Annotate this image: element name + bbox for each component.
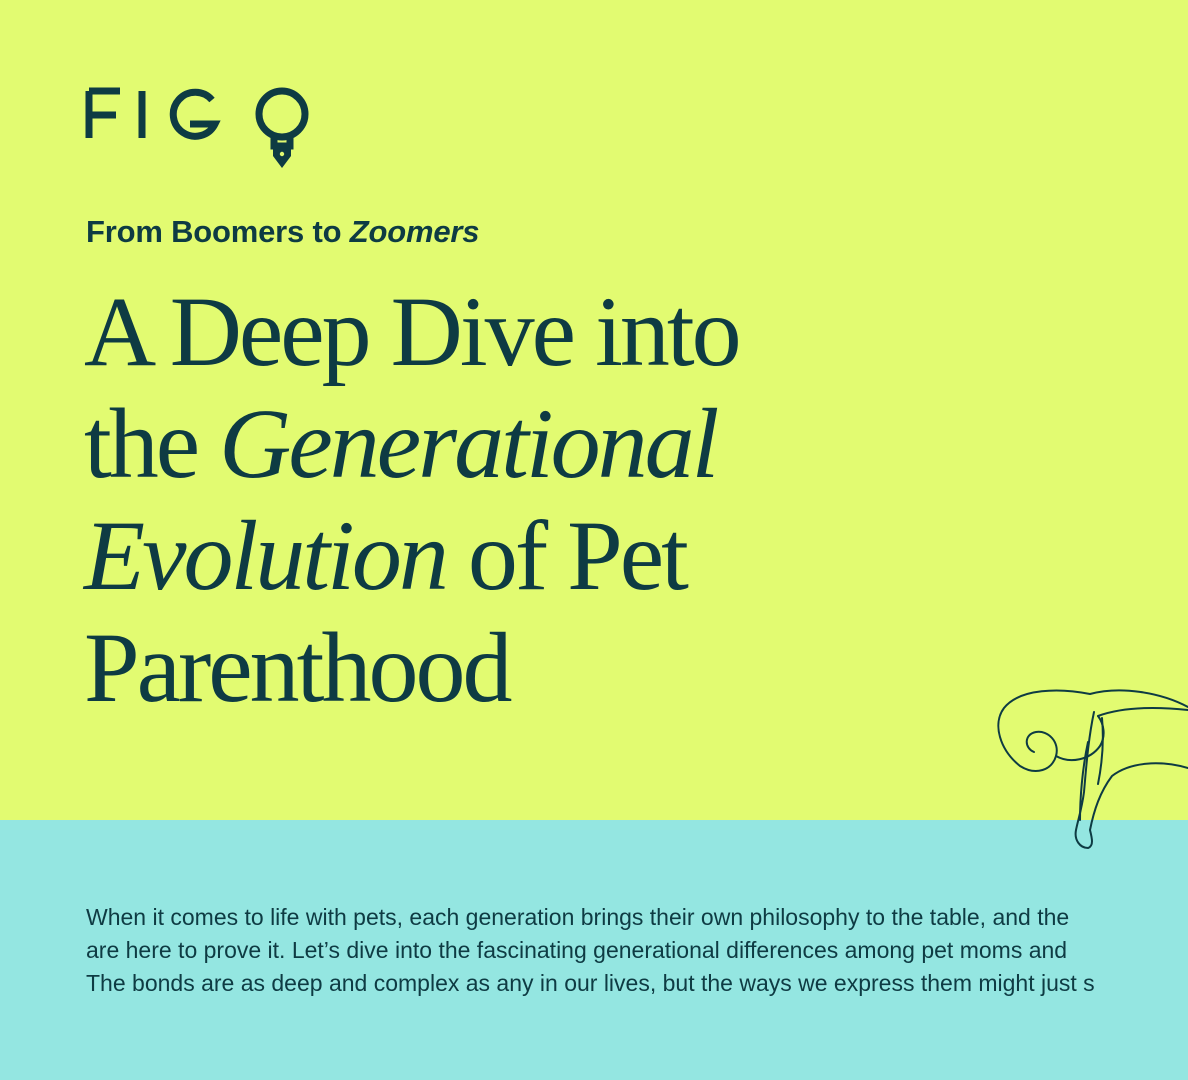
eyebrow-italic: Zoomers — [349, 214, 480, 249]
title-line-3-italic: Evolution — [84, 500, 446, 611]
intro-line-1: When it comes to life with pets, each generation brings their own philosophy to the table, and the — [86, 904, 1070, 930]
title-line-1: A Deep Dive into — [84, 276, 739, 387]
intro-line-2: are here to prove it. Let’s dive into the fascinating generational differences among pet moms and — [86, 937, 1068, 963]
title-line-2-italic: Generational — [219, 388, 717, 499]
dog-line-art-icon — [990, 680, 1188, 860]
eyebrow-subtitle — [86, 214, 479, 250]
figo-logo[interactable] — [84, 84, 316, 180]
title-line-3 — [84, 500, 844, 612]
title-line-4: Parenthood — [84, 612, 510, 723]
page-title — [84, 276, 844, 724]
figo-logo-icon — [84, 84, 316, 180]
title-line-3-post: of Pet — [445, 500, 686, 611]
intro-paragraph — [86, 901, 1188, 1000]
intro-line-3: The bonds are as deep and complex as any in our lives, but the ways we express them might just s — [86, 970, 1095, 996]
title-line-2 — [84, 388, 844, 500]
title-line-2-pre: the — [84, 388, 220, 499]
eyebrow-prefix: From Boomers to — [86, 214, 350, 249]
